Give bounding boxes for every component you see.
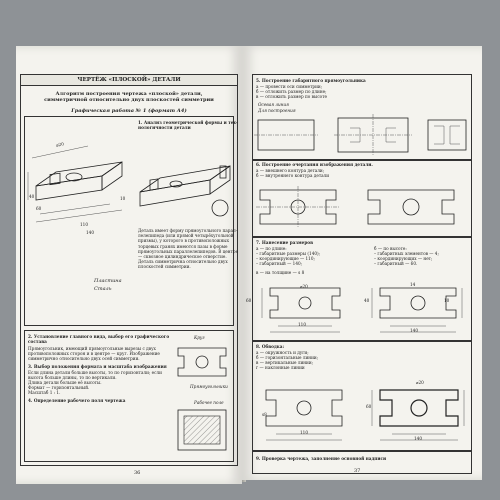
step8-item: в — вертикальные линии; — [256, 360, 314, 365]
step2-title-line-1: 2. Установление главного вида, выбор его графического — [28, 334, 170, 339]
step7-right-item: – габаритный — 60. — [374, 261, 418, 266]
step7-right-item: – габаритных элементов — 4; — [374, 251, 439, 256]
dim-110: 110 — [298, 322, 306, 327]
divider — [252, 159, 472, 161]
dim-110: 110 — [80, 222, 88, 227]
step6-item: б — внутреннего контура детали — [256, 173, 330, 178]
step1-text-line: призмы), у которого в противоположных — [138, 238, 229, 244]
step7-right-item: б — по высоте: — [374, 246, 407, 251]
dim-10: 10 — [120, 196, 126, 201]
step5-drawings — [254, 114, 470, 156]
step3-text-line: Длина детали больше её высоты. — [28, 380, 102, 385]
dim-40: 40 — [29, 194, 35, 199]
step2-text-line: Прямоугольник, имеющий прямоугольные вырезы с двух — [28, 346, 156, 351]
step1-text-line: — сквозное цилиндрическое отверстие. — [138, 254, 227, 260]
step5-item: б — отложить размер по длине; — [256, 89, 327, 94]
dim-r14: 14 — [410, 282, 416, 287]
step1-text — [138, 228, 239, 270]
dim-d20: ⌀20 — [55, 141, 65, 148]
label-circle: Круг — [194, 335, 205, 340]
step1-text-line: торцевых гранях имеются пазы в форме — [138, 243, 228, 249]
step6-item: а — внешнего контура детали; — [256, 168, 325, 173]
step7-thickness: в — на толщине — s 8 — [256, 270, 305, 275]
step2-title-line-2: состава — [28, 339, 47, 344]
step7-right-item: – координирующих — нет; — [374, 256, 433, 261]
work-field-drawing — [174, 406, 230, 454]
step5-item: в — отложить размер по высоте — [256, 94, 327, 99]
right-page — [242, 46, 482, 480]
dim-d20: ⌀20 — [416, 380, 424, 385]
dim-140: 140 — [410, 328, 418, 333]
step1-text-line: прямоугольных параллелепипедов. В центре — [138, 248, 239, 254]
step2-text-line: симметрично относительно двух осей симметрии. — [28, 356, 140, 361]
label-rectangles: Прямоугольники — [190, 384, 228, 389]
dim-140: 140 — [414, 436, 422, 441]
material-name: Пластина — [94, 278, 122, 284]
step7-left-item: а — по длине: — [256, 246, 287, 251]
step7-left-item: – габаритные размеры (140); — [256, 251, 321, 256]
step7-left-item: – габаритный — 140; — [256, 261, 303, 266]
step9-title: 9. Проверка чертежа, заполнение основной надписи — [256, 456, 387, 461]
dim-r10: 10 — [444, 298, 450, 303]
step1-title-line-1: 1. Анализ геометрической формы и тех- — [138, 120, 238, 125]
divider — [252, 450, 472, 452]
step2-text-line: противоположных сторон и в центре — круг. Изображение — [28, 351, 160, 356]
left-page — [16, 46, 242, 484]
dim-60: 60 — [366, 404, 372, 409]
step3-text-line: Масштаб 1 : 1. — [28, 390, 61, 395]
step1-text-line: плоскостей симметрии. — [138, 264, 191, 270]
step3-text-line: высота больше длины, то по вертикали. — [28, 375, 117, 380]
algorithm-title-line-1: Алгоритм построения чертежа «плоской» детали, — [55, 91, 203, 97]
material-type: Сталь — [94, 286, 112, 292]
step7-drawings — [256, 278, 468, 336]
step7-left-item: – координирующие — 110; — [256, 256, 315, 261]
step8-title: 8. Обводка: — [256, 344, 285, 349]
isometric-plate-drawing — [26, 128, 136, 228]
step1-text-line: лелепипеда (или прямой четырёхугольной — [138, 233, 234, 239]
step7-title: 7. Нанесение размеров — [256, 240, 313, 245]
dim-60: 60 — [36, 206, 42, 211]
step8-item: г — наклонные линии — [256, 365, 305, 370]
front-view-drawing — [174, 342, 230, 382]
step8-item: а — окружность и дуги; — [256, 350, 309, 355]
page-header: ЧЕРТЁЖ «ПЛОСКОЙ» ДЕТАЛИ — [77, 77, 181, 83]
dim-d20: ⌀20 — [300, 284, 308, 289]
dim-40: 40 — [364, 298, 370, 303]
step6-title: 6. Построение очертания изображения детали. — [256, 162, 373, 167]
step1-text-line: Деталь симметрична относительно двух — [138, 259, 228, 265]
step1-text-line: Деталь имеет форму прямоугольного парал- — [138, 228, 238, 233]
dim-110: 110 — [300, 430, 308, 435]
work-title: Графическая работа № 1 (формат А4) — [71, 108, 187, 114]
page-number-right: 37 — [354, 468, 361, 474]
step5-title: 5. Построение габаритного прямоугольника — [256, 78, 366, 83]
step5-axis-label: Осевая линия — [258, 102, 289, 107]
step4-title: 4. Определение рабочего поля чертежа — [28, 398, 126, 403]
step3-text-line: Формат — горизонтальный. — [28, 385, 90, 390]
step8-item: б — горизонтальные линии; — [256, 355, 319, 360]
step8-drawings — [256, 376, 468, 446]
algorithm-title-line-2: симметричной относительно двух плоскостей симметрии — [44, 97, 214, 103]
dim-s8: s8 — [262, 412, 267, 417]
step5-construction-label: Для построения — [258, 108, 296, 113]
step3-text-line: Если длина детали больше высоты, то по горизонтали; если — [28, 370, 162, 375]
dim-140: 140 — [86, 230, 94, 235]
step5-item: а — провести оси симметрии; — [256, 84, 323, 89]
step3-title: 3. Выбор положения формата и масштаба изображения — [28, 364, 167, 369]
divider — [252, 236, 472, 238]
dim-60: 60 — [246, 298, 252, 303]
label-work-field: Рабочее поле — [194, 400, 224, 405]
step1-title-line-2: нологичности детали — [138, 125, 191, 130]
divider — [252, 340, 472, 342]
decomposed-detail-drawing — [136, 136, 236, 216]
step6-drawings — [256, 184, 466, 230]
page-number-left: 36 — [134, 470, 141, 476]
